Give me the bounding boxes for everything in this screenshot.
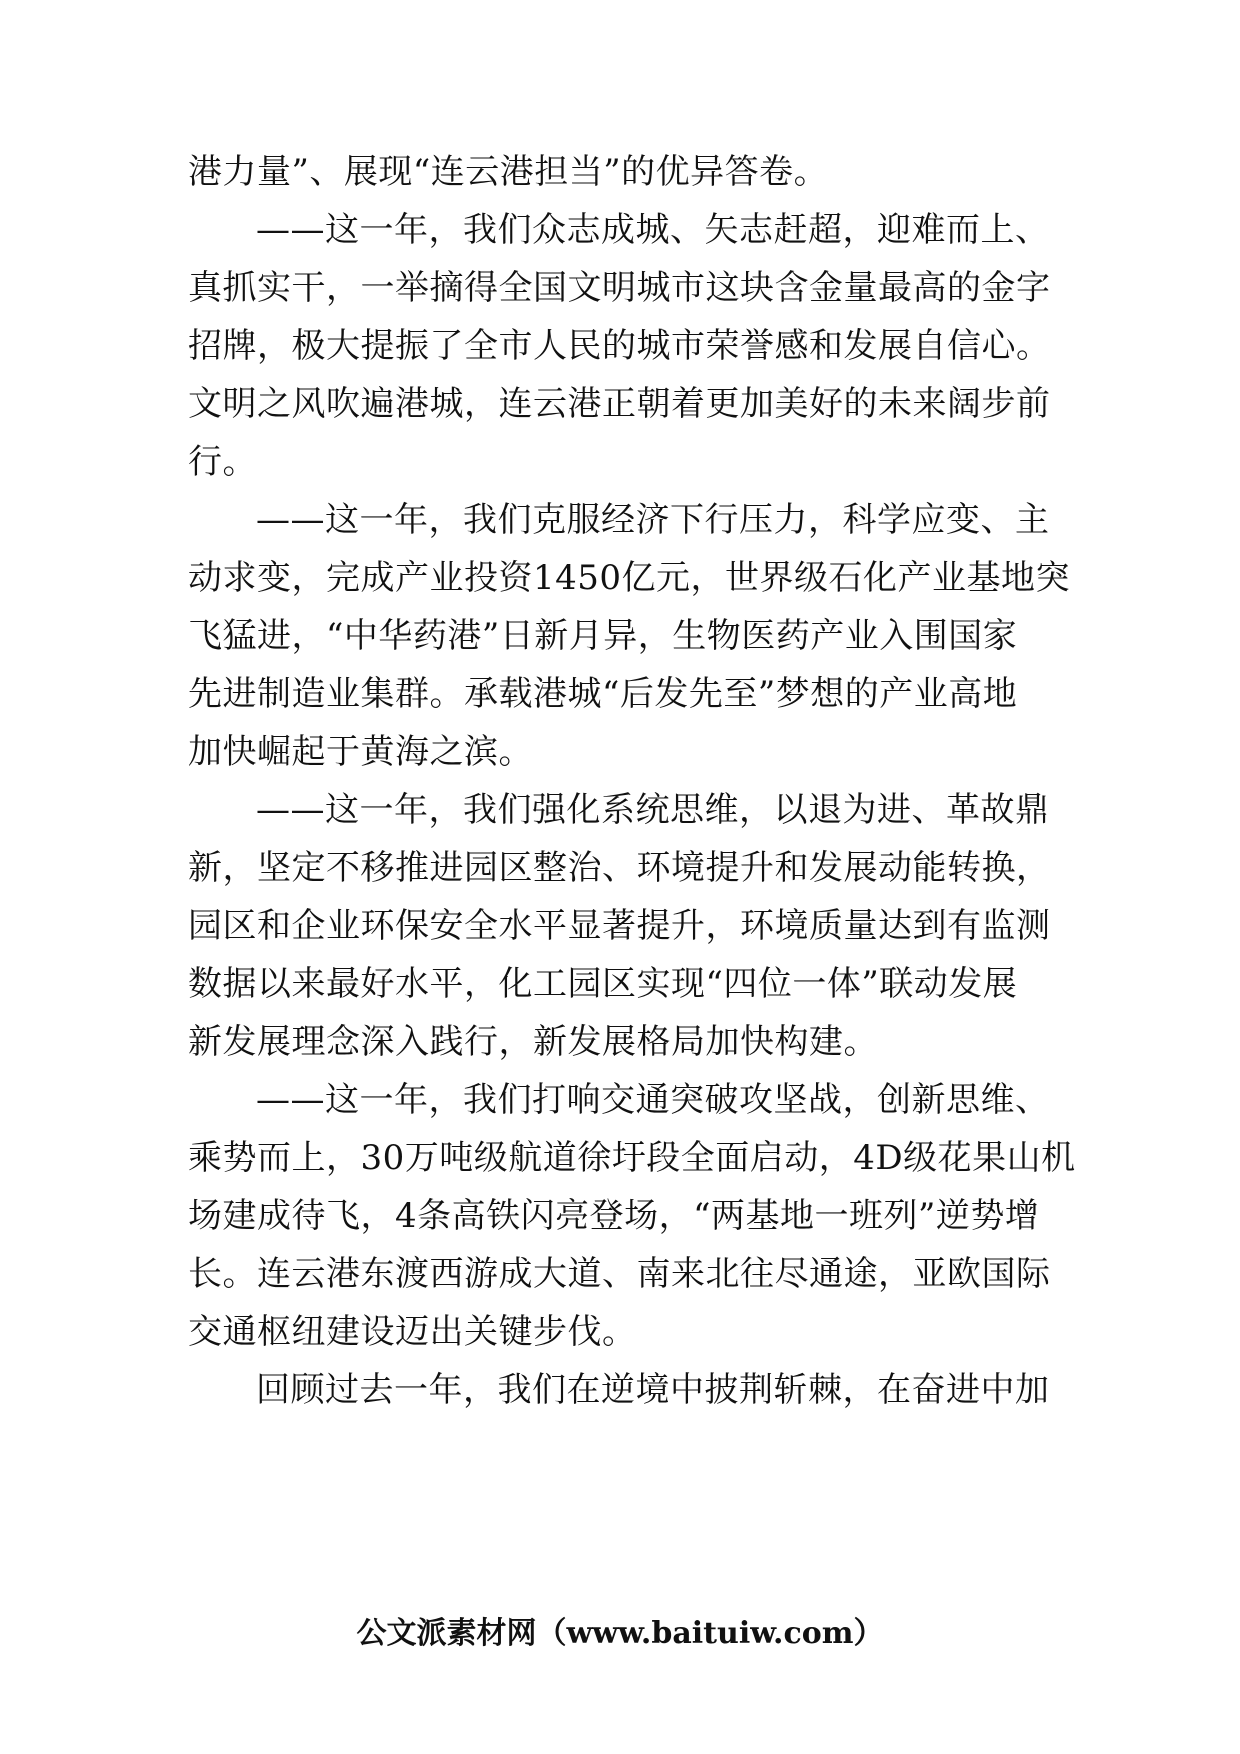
text-line: 回顾过去一年，我们在逆境中披荆斩棘，在奋进中加 — [256, 1370, 1050, 1410]
text-line: 园区和企业环保安全水平显著提升，环境质量达到有监测 — [188, 906, 1051, 946]
text-line: 长。连云港东渡西游成大道、南来北往尽通途，亚欧国际 — [188, 1254, 1051, 1294]
text-line: 场建成待飞，4条高铁闪亮登场，“两基地一班列”逆势增 — [188, 1196, 1040, 1236]
text-line: 港力量”、展现“连云港担当”的优异答卷。 — [188, 152, 829, 192]
text-line: 数据以来最好水平，化工园区实现“四位一体”联动发展 — [188, 964, 1018, 1004]
text-line: 加快崛起于黄海之滨。 — [188, 732, 533, 772]
text-line: 招牌，极大提振了全市人民的城市荣誉感和发展自信心。 — [188, 326, 1051, 366]
text-line: 动求变，完成产业投资1450亿元，世界级石化产业基地突 — [188, 558, 1071, 598]
text-line: 文明之风吹遍港城，连云港正朝着更加美好的未来阔步前 — [188, 384, 1051, 424]
text-line: 新发展理念深入践行，新发展格局加快构建。 — [188, 1022, 878, 1062]
text-line: 飞猛进，“中华药港”日新月异，生物医药产业入围国家 — [188, 616, 1018, 656]
footer-source: 公文派素材网（www.baituiw.com） — [356, 1616, 884, 1651]
text-line: 乘势而上，30万吨级航道徐圩段全面启动，4D级花果山机 — [188, 1138, 1076, 1178]
text-line: 行。 — [188, 442, 257, 482]
text-line: ——这一年，我们克服经济下行压力，科学应变、主 — [256, 500, 1050, 540]
text-line: 真抓实干，一举摘得全国文明城市这块含金量最高的金字 — [188, 268, 1051, 308]
text-line: 新，坚定不移推进园区整治、环境提升和发展动能转换， — [188, 848, 1051, 888]
text-line: ——这一年，我们打响交通突破攻坚战，创新思维、 — [256, 1080, 1050, 1120]
text-line: ——这一年，我们众志成城、矢志赶超，迎难而上、 — [256, 210, 1050, 250]
text-line: ——这一年，我们强化系统思维，以退为进、革故鼎 — [256, 790, 1050, 830]
text-line: 交通枢纽建设迈出关键步伐。 — [188, 1312, 637, 1352]
text-line: 先进制造业集群。承载港城“后发先至”梦想的产业高地 — [188, 674, 1018, 714]
